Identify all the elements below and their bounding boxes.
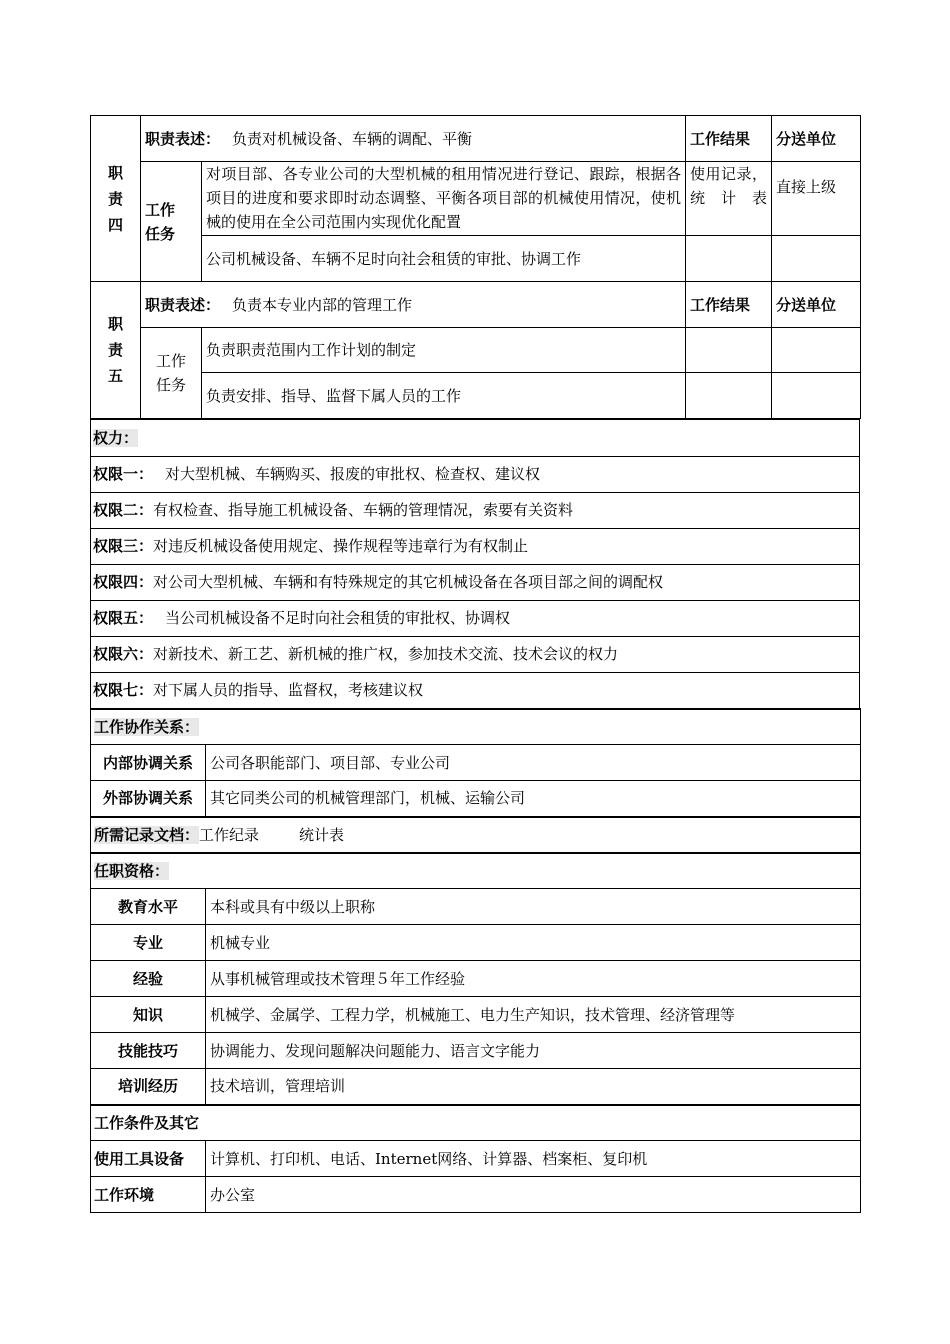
duty4-result-header: 工作结果 <box>686 116 772 162</box>
internal-relation-label: 内部协调关系 <box>91 745 206 781</box>
duty4-dest-header: 分送单位 <box>772 116 861 162</box>
duty4-task-row <box>91 236 861 282</box>
qualification-text: 技术培训，管理培训 <box>206 1069 861 1105</box>
external-relation-text: 其它同类公司的机械管理部门，机械、运输公司 <box>206 781 861 817</box>
qualification-label: 技能技巧 <box>91 1033 206 1069</box>
qualification-text: 机械专业 <box>206 925 861 961</box>
authority-row <box>91 528 860 564</box>
authority-label: 权限一： <box>93 465 154 483</box>
external-relation-label: 外部协调关系 <box>91 781 206 817</box>
authority-row <box>91 492 860 528</box>
duty5-desc-label: 职责表述： <box>145 295 221 314</box>
authority-label: 权限三： <box>93 537 154 555</box>
authority-text: 对大型机械、车辆购买、报废的审批权、检查权、建议权 <box>165 465 541 483</box>
authority-text: 对公司大型机械、车辆和有特殊规定的其它机械设备在各项目部之间的调配权 <box>153 573 664 591</box>
qualification-label: 专业 <box>91 925 206 961</box>
environment-row <box>91 1177 861 1213</box>
duty4-task-label: 工作 任务 <box>141 162 202 282</box>
authority-label: 权限六： <box>93 645 154 663</box>
qualification-text: 机械学、金属学、工程力学，机械施工、电力生产知识，技术管理、经济管理等 <box>206 997 861 1033</box>
qualification-row <box>91 889 861 925</box>
qualification-row <box>91 1069 861 1105</box>
records-item: 工作纪录 <box>199 825 260 844</box>
internal-relation-text: 公司各职能部门、项目部、专业公司 <box>206 745 861 781</box>
duty5-task-row <box>91 328 861 373</box>
relations-title: 工作协作关系： <box>94 717 200 736</box>
duties-table <box>90 115 861 419</box>
duty5-label: 职 责 五 <box>91 282 141 419</box>
tools-row <box>91 1141 861 1177</box>
conditions-title-row <box>91 1105 861 1141</box>
qualification-label: 知识 <box>91 997 206 1033</box>
conditions-title: 工作条件及其它 <box>91 1105 861 1141</box>
duty4-task-2-dest <box>772 236 861 282</box>
authority-row <box>91 564 860 600</box>
authority-table <box>90 418 860 709</box>
qualification-row <box>91 925 861 961</box>
authority-title: 权力： <box>93 428 139 447</box>
duty4-desc-row <box>91 116 861 162</box>
authority-text: 对违反机械设备使用规定、操作规程等违章行为有权制止 <box>153 537 529 555</box>
authority-text: 当公司机械设备不足时向社会租赁的审批权、协调权 <box>165 609 511 627</box>
profile-table <box>90 708 861 1214</box>
authority-row <box>91 456 860 492</box>
duty5-desc-row <box>91 282 861 328</box>
duty4-desc-label: 职责表述： <box>145 129 221 148</box>
authority-label: 权限五： <box>93 609 154 627</box>
authority-label: 权限七： <box>93 681 154 699</box>
authority-label: 权限四： <box>93 573 154 591</box>
environment-text: 办公室 <box>206 1177 861 1213</box>
duty4-desc-text: 负责对机械设备、车辆的调配、平衡 <box>232 129 473 148</box>
duty4-desc <box>141 116 686 162</box>
duty5-task-row <box>91 373 861 419</box>
authority-text: 有权检查、指导施工机械设备、车辆的管理情况，索要有关资料 <box>153 501 574 519</box>
qualification-label: 教育水平 <box>91 889 206 925</box>
duty4-task-1: 对项目部、各专业公司的大型机械的租用情况进行登记、跟踪，根据各项目的进度和要求即时动态调整、平衡各项目部的机械使用情况，使机械的使用在全公司范围内实现优化配置 <box>202 162 686 236</box>
authority-row <box>91 672 860 708</box>
records-row <box>91 817 861 853</box>
records-label: 所需记录文档： <box>94 825 200 844</box>
tools-text: 计算机、打印机、电话、Internet网络、计算器、档案柜、复印机 <box>206 1141 861 1177</box>
qualification-title: 任职资格： <box>94 861 170 880</box>
duty4-label: 职 责 四 <box>91 116 141 282</box>
duty5-result-header: 工作结果 <box>686 282 772 328</box>
duty5-task-2: 负责安排、指导、监督下属人员的工作 <box>202 373 686 419</box>
qualification-text: 本科或具有中级以上职称 <box>206 889 861 925</box>
duty5-task-1-dest <box>772 328 861 373</box>
job-description-sheet <box>90 115 860 1213</box>
tools-label: 使用工具设备 <box>91 1141 206 1177</box>
relations-title-row <box>91 709 861 745</box>
duty4-task-row <box>91 162 861 236</box>
external-relation-row <box>91 781 861 817</box>
qualification-text: 从事机械管理或技术管理５年工作经验 <box>206 961 861 997</box>
authority-row <box>91 600 860 636</box>
duty5-task-2-dest <box>772 373 861 419</box>
internal-relation-row <box>91 745 861 781</box>
qualification-row <box>91 961 861 997</box>
environment-label: 工作环境 <box>91 1177 206 1213</box>
duty5-task-1-result <box>686 328 772 373</box>
authority-text: 对下属人员的指导、监督权，考核建议权 <box>153 681 424 699</box>
duty5-task-1: 负责职责范围内工作计划的制定 <box>202 328 686 373</box>
duty5-dest-header: 分送单位 <box>772 282 861 328</box>
qualification-title-row <box>91 853 861 889</box>
duty5-task-2-result <box>686 373 772 419</box>
records-item: 统计表 <box>299 825 345 844</box>
authority-title-row <box>91 419 860 456</box>
duty4-task-1-dest: 直接上级 <box>772 162 861 236</box>
duty4-task-2-result <box>686 236 772 282</box>
duty5-desc-text: 负责本专业内部的管理工作 <box>232 295 413 314</box>
qualification-row <box>91 1033 861 1069</box>
qualification-row <box>91 997 861 1033</box>
duty4-task-1-result: 使用记录，统计表 <box>686 162 772 236</box>
duty4-task-2: 公司机械设备、车辆不足时向社会租赁的审批、协调工作 <box>202 236 686 282</box>
duty5-task-label: 工作 任务 <box>141 328 202 419</box>
authority-text: 对新技术、新工艺、新机械的推广权，参加技术交流、技术会议的权力 <box>153 645 619 663</box>
qualification-label: 培训经历 <box>91 1069 206 1105</box>
duty5-desc <box>141 282 686 328</box>
authority-row <box>91 636 860 672</box>
authority-label: 权限二： <box>93 501 154 519</box>
qualification-label: 经验 <box>91 961 206 997</box>
qualification-text: 协调能力、发现问题解决问题能力、语言文字能力 <box>206 1033 861 1069</box>
